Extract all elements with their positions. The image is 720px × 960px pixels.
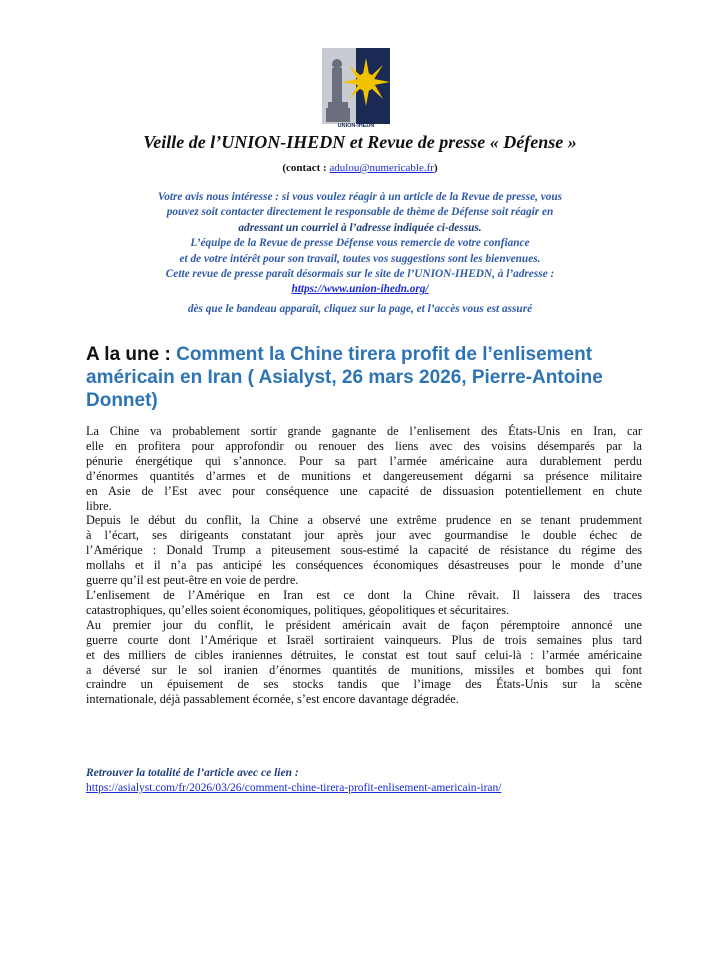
read-more-label: Retrouver la totalité de l’article avec ce lien : [86, 767, 299, 779]
body-line: pénurie énergétique qui s’annonce. Pour sa part l’armée américaine aura durablement perdu [86, 453, 642, 468]
article-headline [86, 343, 646, 412]
intro-line: et de votre intérêt pour son travail, toutes vos suggestions sont les bienvenues. [179, 252, 541, 265]
contact-email-link[interactable]: adulou@numericable.fr [329, 162, 434, 174]
site-link[interactable]: https://www.union-ihedn.org/ [291, 283, 429, 296]
headline-title-line: Donnet) [86, 390, 158, 411]
body-line: L’enlisement de l’Amérique en Iran est ce dont la Chine rêvait. Il laissera des traces [86, 587, 642, 602]
headline-title-line: Comment la Chine tirera profit de l’enlisement [176, 344, 593, 365]
body-line: en Asie de l’Est avec pour conséquence une capacité de dissuasion potentiellement en chute [86, 483, 642, 498]
article-link[interactable]: https://asialyst.com/fr/2026/03/26/comment-chine-tirera-profit-enlisement-americain-iran/ [86, 782, 502, 794]
body-line: Au premier jour du conflit, le président américain avait de façon péremptoire annoncé une [86, 617, 642, 632]
sun-burst-icon [342, 58, 390, 106]
body-line: et des milliers de cibles iraniennes détruites, le constat est tout sauf celui-là : l’armée américaine [86, 647, 642, 662]
body-line: guerre courte dont l’Amérique et Israël sortiraient vainqueurs. Plus de trois semaines plus tard [86, 632, 642, 647]
body-line: l’Amérique : Donald Trump a piteusement sous-estimé la capacité de résistance du régime des [86, 543, 642, 558]
body-line: guerre qu’il est peut-être en voie de perdre. [86, 573, 299, 588]
intro-line: pouvez soit contacter directement le responsable de thème de Défense soit réagir en [166, 206, 554, 219]
article-paragraph [86, 513, 642, 588]
logo-caption: UNION-IHEDN [337, 123, 375, 129]
contact-line [0, 162, 720, 174]
article-paragraph [86, 588, 642, 618]
body-line: mollahs et il n’a pas anticipé les conséquences économiques désastreuses pour le monde d’une [86, 558, 642, 573]
body-line: elle en profitera pour approfondir ou renouer des liens avec des voisins désemparés par la [86, 438, 642, 453]
body-line: craindre un épuisement de ses stocks tandis que l’image des États-Unis sur la scène [86, 677, 642, 692]
intro-line: Votre avis nous intéresse : si vous voulez réagir à un article de la Revue de presse, vous [157, 191, 563, 203]
body-line: Depuis le début du conflit, la Chine a observé une extrême prudence en se tenant prudemment [86, 513, 642, 528]
headline-title-line: américain en Iran ( Asialyst, 26 mars 2026, Pierre-Antoine [86, 367, 603, 388]
article-body [86, 424, 642, 707]
article-paragraph [86, 618, 642, 707]
intro-line: adressant un courriel à l’adresse indiquée ci-dessus. [238, 221, 482, 234]
body-line: La Chine va probablement sortir grande gagnante de l’enlisement des États-Unis en Iran, car [86, 424, 642, 438]
body-line: internationale, déjà passablement écornée, s’est encore davantage dégradée. [86, 692, 459, 707]
intro-line: Cette revue de presse paraît désormais sur le site de l’UNION-IHEDN, à l’adresse : [165, 268, 555, 281]
body-line: d’énormes quantités d’armes et de munitions et dangereusement dégarni sa présence militaire [86, 468, 642, 483]
headline-label: A la une : [86, 344, 177, 365]
union-ihedn-logo [322, 48, 390, 134]
intro-footer: dès que le bandeau apparaît, cliquez sur la page, et l’accès vous est assuré [187, 302, 533, 315]
page-title: Veille de l’UNION-IHEDN et Revue de presse « Défense » [143, 132, 577, 152]
body-line: à l’écart, ses dirigeants constatant jour après jour avec gourmandise le double échec de [86, 528, 642, 543]
intro-block [80, 190, 640, 317]
contact-suffix: ) [433, 162, 438, 174]
contact-prefix: (contact : [282, 162, 330, 174]
article-paragraph [86, 424, 642, 513]
body-line: a déversé sur le sol iranien d’énormes quantités de munitions, missiles et bombes qui font [86, 662, 642, 677]
intro-line: L’équipe de la Revue de presse Défense vous remercie de votre confiance [190, 237, 530, 250]
body-line: catastrophiques, qu’elles soient économiques, politiques, géopolitiques et sécuritaires. [86, 602, 510, 617]
body-line: libre. [86, 498, 112, 513]
